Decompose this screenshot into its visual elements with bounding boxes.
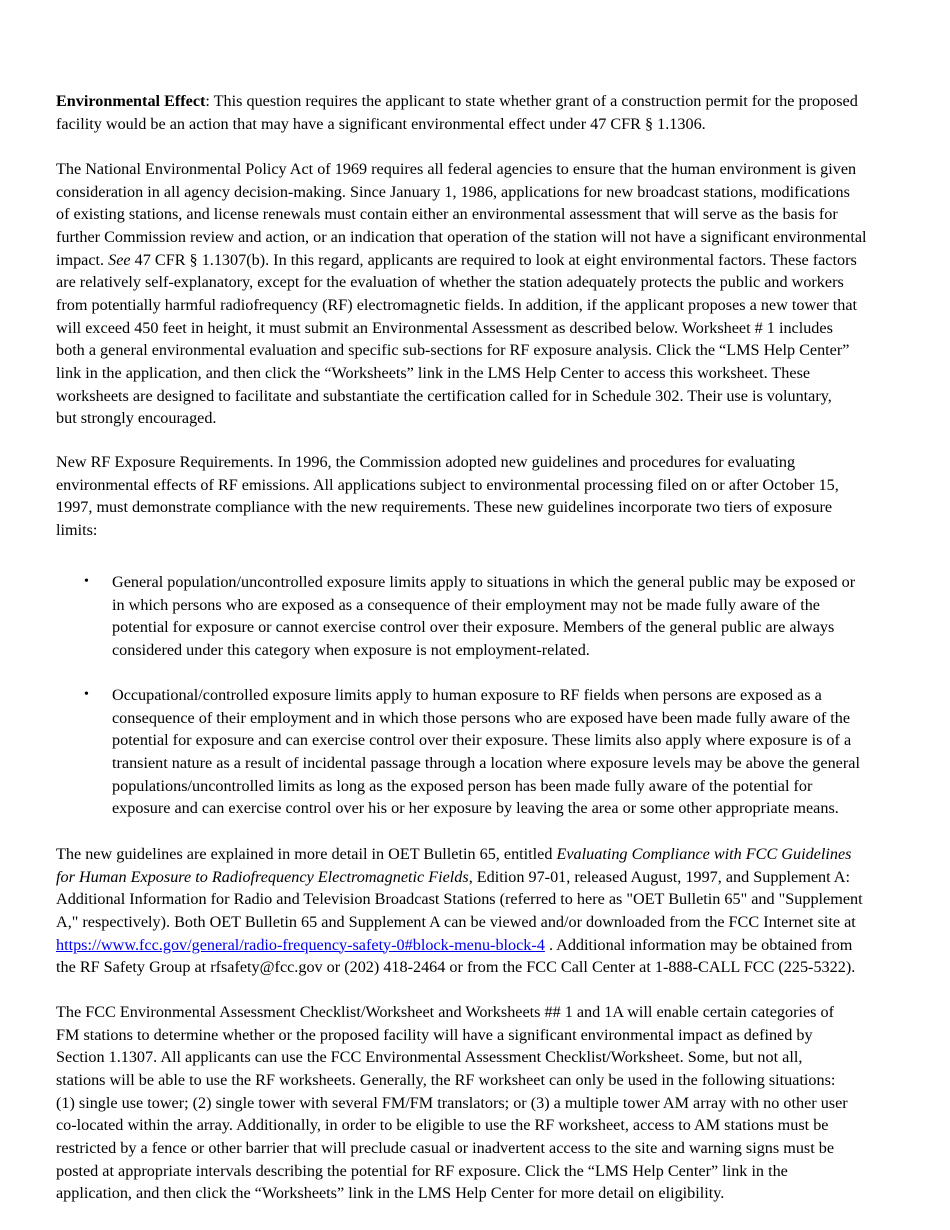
text-line xyxy=(56,250,857,270)
text-line xyxy=(56,867,850,887)
text-line xyxy=(56,91,858,111)
text-segment: exposure and can exercise control over his or her exposure by leaving the area or some other appropriate means. xyxy=(112,799,839,818)
text-line xyxy=(56,1025,813,1045)
text-segment: . Additional information may be obtained from xyxy=(544,935,853,954)
text-segment: potential for exposure and can exercise control over their exposure. These limits also apply where exposure is of a xyxy=(112,731,852,750)
text-line xyxy=(56,520,97,540)
bullet-marker: • xyxy=(84,574,89,589)
text-segment: The new guidelines are explained in more detail in OET Bulletin 65, entitled xyxy=(56,845,557,863)
text-segment: co-located within the array. Additionally, in order to be eligible to use the RF worksheet, access to AM stations must be xyxy=(56,1116,829,1135)
text-segment: New RF Exposure Requirements. In 1996, the Commission adopted new guidelines and procedures for evaluating xyxy=(56,453,796,471)
text-line xyxy=(56,386,832,406)
text-line xyxy=(56,363,810,383)
italic-text: Evaluating Compliance with FCC Guidelines xyxy=(556,845,852,863)
text-line xyxy=(56,340,849,360)
text-segment: The FCC Environmental Assessment Checklist/Worksheet and Worksheets ## 1 and 1A will enable certain categories of xyxy=(56,1003,834,1021)
text-segment: limits: xyxy=(56,520,98,539)
text-line xyxy=(112,708,850,728)
text-segment: application, and then click the “Worksheets” link in the LMS Help Center for more detail on eligibility. xyxy=(56,1184,725,1203)
text-line xyxy=(112,798,839,818)
text-line xyxy=(112,617,834,637)
text-line xyxy=(56,844,851,864)
text-line xyxy=(112,730,851,750)
text-line xyxy=(56,1161,788,1181)
text-line xyxy=(112,595,820,615)
text-segment: further Commission review and action, or an indication that operation of the station will not have a significant environmental xyxy=(56,227,867,246)
text-line xyxy=(56,1047,802,1067)
text-segment: environmental effects of RF emissions. All applications subject to environmental processing filed on or after October 15, xyxy=(56,475,839,494)
text-line xyxy=(56,912,856,932)
text-line xyxy=(112,640,590,660)
text-line xyxy=(56,227,867,247)
text-segment: in which persons who are exposed as a consequence of their employment may not be made fully aware of the xyxy=(112,595,820,614)
text-segment: from potentially harmful radiofrequency (RF) electromagnetic fields. In addition, if the applicant proposes a new tower that xyxy=(56,295,858,314)
text-line xyxy=(56,159,856,179)
text-line xyxy=(56,475,839,495)
text-segment: 1997, must demonstrate compliance with the new requirements. These new guidelines incorporate two tiers of exposure xyxy=(56,498,833,517)
text-line xyxy=(56,1093,848,1113)
text-segment: Section 1.1307. All applicants can use the FCC Environmental Assessment Checklist/Worksheet. Some, but not all, xyxy=(56,1048,803,1067)
text-line xyxy=(56,1183,724,1203)
text-segment: potential for exposure or cannot exercise control over their exposure. Members of the general public are always xyxy=(112,618,835,637)
text-segment: 47 CFR § 1.1307(b). In this regard, applicants are required to look at eight environmental factors. These factors xyxy=(130,250,857,269)
bullet-marker: • xyxy=(84,687,89,702)
text-segment: will exceed 450 feet in height, it must submit an Environmental Assessment as described below. Worksheet # 1 includes xyxy=(56,318,833,337)
text-segment: restricted by a fence or other barrier that will preclude casual or inadvertent access to the site and warning signs must be xyxy=(56,1138,835,1157)
text-line xyxy=(112,753,860,773)
text-line xyxy=(56,1115,828,1135)
text-segment: facility would be an action that may have a significant environmental effect under 47 CFR § 1.1306. xyxy=(56,114,706,133)
text-line xyxy=(56,295,857,315)
text-segment: populations/uncontrolled limits as long as the exposed person has been made fully aware of the potential for xyxy=(112,776,813,795)
text-segment: : This question requires the applicant to state whether grant of a construction permit for the proposed xyxy=(205,92,858,110)
text-segment: (1) single use tower; (2) single tower with several FM/FM translators; or (3) a multiple tower AM array with no other user xyxy=(56,1093,848,1112)
text-line xyxy=(56,318,833,338)
italic-text: for Human Exposure to Radiofrequency Electromagnetic Fields xyxy=(56,867,469,886)
text-segment: worksheets are designed to facilitate and substantiate the certification called for in Schedule 302. Their use is voluntary, xyxy=(56,386,832,405)
italic-text: See xyxy=(108,250,131,269)
text-segment: A," respectively). Both OET Bulletin 65 and Supplement A can be viewed and/or downloaded from the FCC Internet site at xyxy=(56,912,856,931)
text-segment: , Edition 97-01, released August, 1997, and Supplement A: xyxy=(468,867,850,886)
text-line xyxy=(112,685,822,705)
text-segment: are relatively self-explanatory, except for the evaluation of whether the station adequately protects the public and workers xyxy=(56,273,844,292)
text-segment: consideration in all agency decision-making. Since January 1, 1986, applications for new broadcast stations, modifications xyxy=(56,182,850,201)
text-line xyxy=(56,889,863,909)
text-line xyxy=(56,408,216,428)
text-line xyxy=(56,497,832,517)
text-line xyxy=(56,1002,834,1022)
text-segment: The National Environmental Policy Act of 1969 requires all federal agencies to ensure that the human environment is given xyxy=(56,160,857,178)
text-line xyxy=(112,776,812,796)
text-segment: General population/uncontrolled exposure limits apply to situations in which the general public may be exposed or xyxy=(112,573,856,591)
text-line xyxy=(56,114,706,134)
text-segment: of existing stations, and license renewals must contain either an environmental assessment that will serve as the basis for xyxy=(56,205,838,224)
text-line xyxy=(56,1070,835,1090)
text-segment: stations will be able to use the RF worksheets. Generally, the RF worksheet can only be used in the following situations: xyxy=(56,1070,836,1089)
text-segment: Additional Information for Radio and Television Broadcast Stations (referred to here as "OET Bulletin 65" and "Supplement xyxy=(56,890,863,909)
text-segment: both a general environmental evaluation and specific sub-sections for RF exposure analysis. Click the “LMS Help Center” xyxy=(56,341,850,360)
text-segment: consequence of their employment and in which those persons who are exposed have been made fully aware of the xyxy=(112,708,851,727)
text-segment: transient nature as a result of incidental passage through a location where exposure levels may be above the general xyxy=(112,753,860,772)
text-segment: considered under this category when exposure is not employment-related. xyxy=(112,640,590,659)
text-segment: FM stations to determine whether or the proposed facility will have a significant environmental impact as defined by xyxy=(56,1025,813,1044)
text-line xyxy=(112,572,855,592)
fcc-rf-safety-link[interactable]: https://www.fcc.gov/general/radio-frequency-safety-0#block-menu-block-4 xyxy=(56,935,545,954)
text-segment: Occupational/controlled exposure limits apply to human exposure to RF fields when persons are exposed as a xyxy=(112,686,822,704)
text-segment: the RF Safety Group at rfsafety@fcc.gov or (202) 418-2464 or from the FCC Call Center at 1-888-CALL FCC (225-5322). xyxy=(56,958,856,977)
text-line xyxy=(56,272,844,292)
text-line xyxy=(56,1138,834,1158)
text-segment: but strongly encouraged. xyxy=(56,409,217,428)
text-line xyxy=(56,957,855,977)
bold-heading: Environmental Effect xyxy=(56,92,206,110)
text-line xyxy=(56,935,852,955)
text-segment: posted at appropriate intervals describing the potential for RF exposure. Click the “LMS Help Center” link in the xyxy=(56,1161,788,1180)
text-segment: link in the application, and then click the “Worksheets” link in the LMS Help Center to access this worksheet. These xyxy=(56,363,811,382)
text-line xyxy=(56,182,850,202)
text-segment: impact. xyxy=(56,250,109,269)
text-line xyxy=(56,204,838,224)
text-line xyxy=(56,452,795,472)
